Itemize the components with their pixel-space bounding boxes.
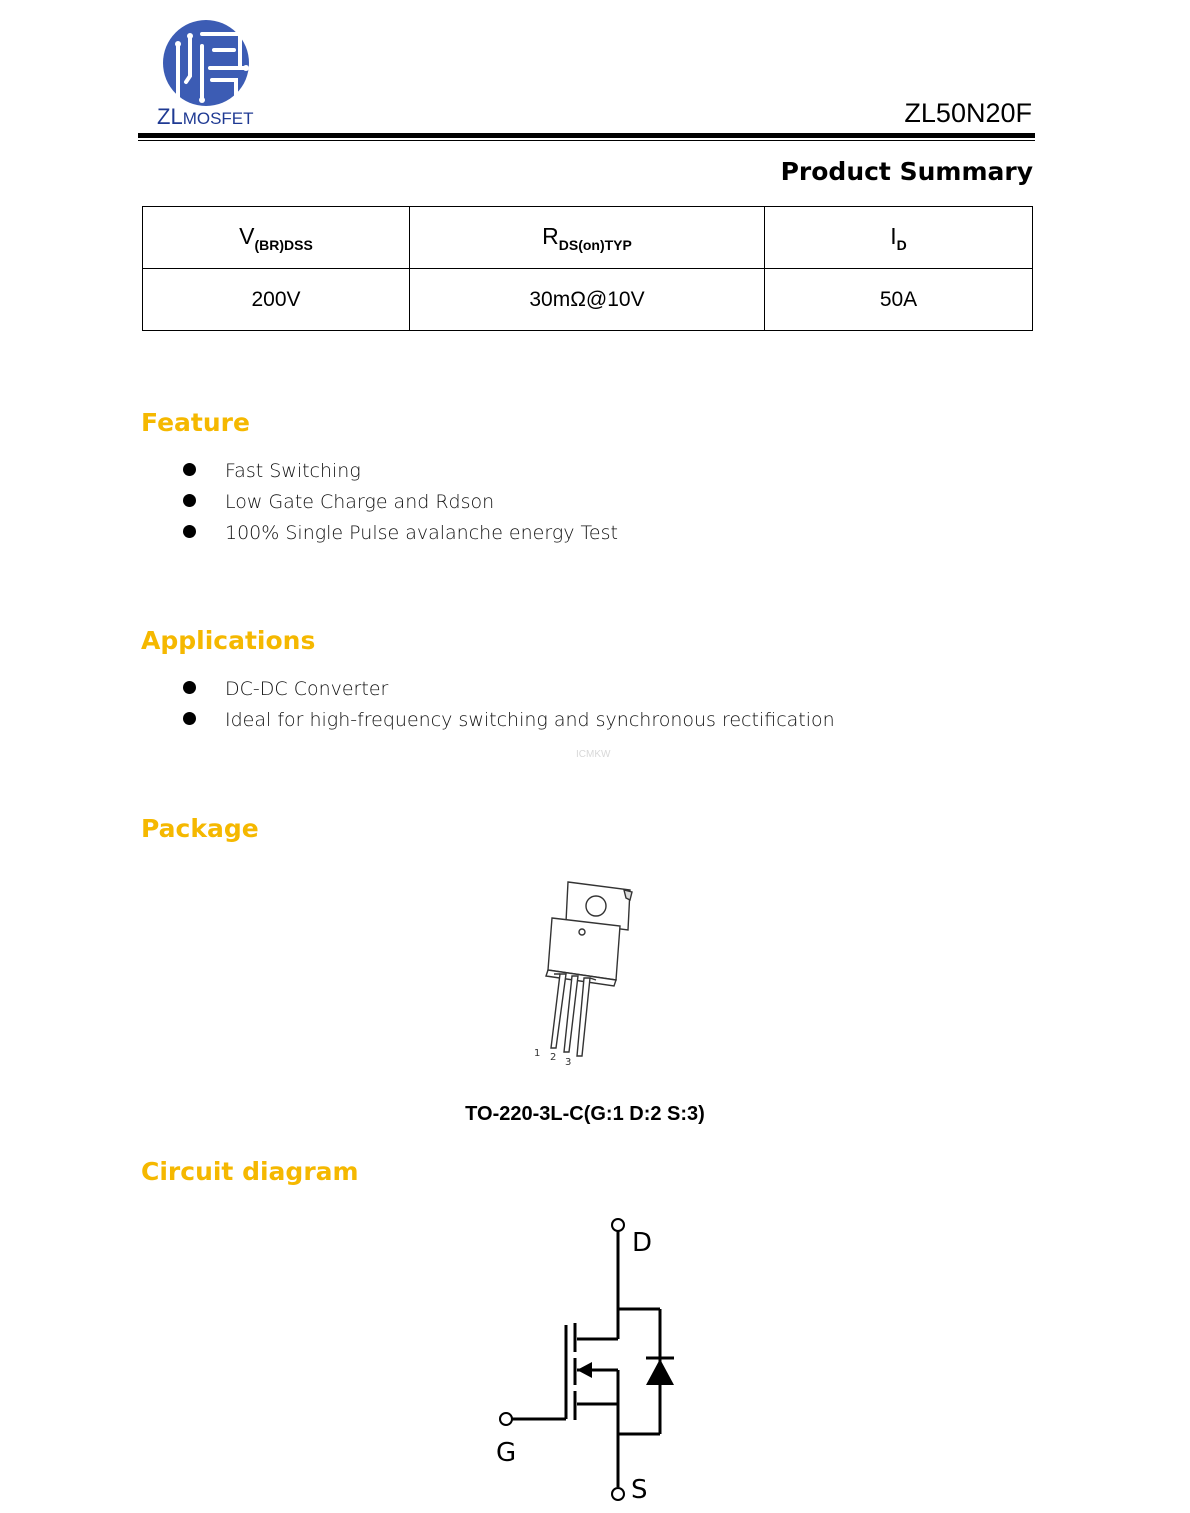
product-summary-table (142, 206, 1033, 331)
list-item: Low Gate Charge and Rdson (183, 487, 618, 518)
pin-number-3: 3 (565, 1057, 572, 1068)
pin-number-2: 2 (550, 1052, 557, 1063)
bullet-icon (183, 463, 196, 476)
list-item: DC-DC Converter (183, 674, 835, 705)
feature-heading: Feature (141, 408, 250, 437)
summary-value-row (143, 269, 1033, 331)
drain-label: D (632, 1228, 653, 1258)
summary-value-vbrdss: 200V (143, 269, 410, 331)
pin-number-1: 1 (534, 1048, 541, 1059)
bullet-icon (183, 525, 196, 538)
summary-header-row (143, 207, 1033, 269)
package-heading: Package (141, 814, 259, 843)
source-label: S (631, 1475, 648, 1505)
logo-text-main: ZL (157, 104, 183, 129)
bullet-icon (183, 712, 196, 725)
bullet-icon (183, 494, 196, 507)
applications-list (183, 674, 835, 736)
list-item: 100% Single Pulse avalanche energy Test (183, 518, 618, 549)
part-number: ZL50N20F (904, 98, 1032, 128)
bullet-icon (183, 681, 196, 694)
header-rule-thick (138, 133, 1035, 138)
logo-wordmark (157, 104, 254, 130)
summary-value-id: 50A (765, 269, 1033, 331)
mosfet-circuit-diagram (480, 1215, 700, 1510)
list-item: Fast Switching (183, 456, 618, 487)
to220-package-icon (520, 870, 650, 1070)
circuit-diagram-heading: Circuit diagram (141, 1157, 359, 1186)
header-rule-thin (138, 140, 1035, 141)
watermark: ICMKW (576, 749, 611, 760)
product-summary-title: Product Summary (780, 157, 1033, 186)
package-caption: TO-220-3L-C(G:1 D:2 S:3) (465, 1103, 705, 1125)
feature-list (183, 456, 618, 549)
gate-label: G (496, 1438, 517, 1468)
list-item: Ideal for high-frequency switching and synchronous rectification (183, 705, 835, 736)
applications-heading: Applications (141, 626, 316, 655)
summary-value-rdson: 30mΩ@10V (410, 269, 765, 331)
summary-header-id: $I_D$ (765, 207, 1033, 269)
logo-text-small: MOSFET (182, 109, 254, 128)
summary-header-rdson: $R_{DS(on)TYP}$ (410, 207, 765, 269)
summary-header-vbrdss: $V_{(BR)DSS}$ (143, 207, 410, 269)
